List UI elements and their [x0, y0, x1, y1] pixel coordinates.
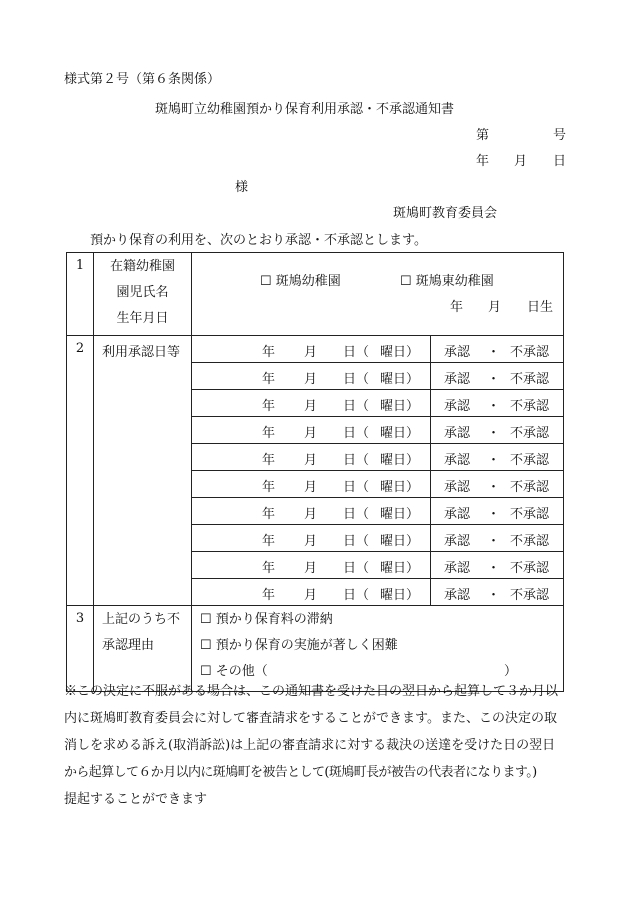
reject-option[interactable]: 不承認	[510, 480, 550, 495]
usage-day: 日（	[343, 534, 370, 549]
usage-weekday: 曜日）	[380, 345, 420, 360]
option-separator: ・	[487, 453, 501, 468]
usage-year: 年	[262, 372, 276, 387]
usage-month: 月	[304, 588, 318, 603]
usage-day: 日（	[343, 507, 370, 522]
usage-year: 年	[262, 453, 276, 468]
option-separator: ・	[487, 426, 501, 441]
usage-date-row	[192, 417, 563, 444]
usage-day: 日（	[343, 480, 370, 495]
option-separator: ・	[487, 561, 501, 576]
section-1-content	[192, 253, 564, 336]
usage-day: 日（	[343, 426, 370, 441]
usage-day: 日（	[343, 453, 370, 468]
reason-unpaid-fee[interactable]: ☐ 預かり保育料の滞納	[200, 612, 333, 627]
reason-other-close-paren: ）	[504, 664, 518, 679]
label-reason: 承認理由	[102, 638, 155, 653]
usage-weekday: 曜日）	[380, 480, 420, 495]
usage-date-row	[192, 471, 563, 498]
addressee-suffix: 様	[235, 180, 249, 195]
usage-date-row	[192, 498, 563, 525]
usage-month: 月	[304, 561, 318, 576]
usage-year: 年	[262, 345, 276, 360]
date-day: 日	[553, 154, 567, 169]
usage-dates	[192, 336, 564, 606]
form-number: 様式第２号（第６条関係）	[64, 72, 221, 87]
usage-year: 年	[262, 507, 276, 522]
date-rows	[192, 336, 563, 605]
usage-date-row	[192, 579, 563, 605]
usage-month: 月	[304, 453, 318, 468]
option-separator: ・	[487, 372, 501, 387]
approve-option[interactable]: 承認	[444, 345, 471, 360]
option-separator: ・	[487, 588, 501, 603]
notice-line: 内に斑鳩町教育委員会に対して審査請求をすることができます。また、この決定の取	[64, 711, 557, 726]
application-table	[66, 252, 564, 692]
approve-option[interactable]: 承認	[444, 453, 471, 468]
reason-difficult-operation[interactable]: ☐ 預かり保育の実施が著しく困難	[200, 638, 398, 653]
section-2-number: 2	[67, 336, 94, 606]
usage-day: 日（	[343, 345, 370, 360]
usage-date-row	[192, 390, 563, 417]
document-title: 斑鳩町立幼稚園預かり保育利用承認・不承認通知書	[155, 102, 455, 117]
section-1-number: 1	[67, 253, 94, 336]
approve-option[interactable]: 承認	[444, 426, 471, 441]
section-3-number: 3	[67, 606, 94, 692]
usage-month: 月	[304, 534, 318, 549]
reject-option[interactable]: 不承認	[510, 588, 550, 603]
section-1-row	[67, 253, 564, 336]
label-rejection: 上記のうち不	[102, 612, 181, 627]
usage-weekday: 曜日）	[380, 588, 420, 603]
usage-day: 日（	[343, 588, 370, 603]
usage-day: 日（	[343, 372, 370, 387]
usage-date-row	[192, 525, 563, 552]
approve-option[interactable]: 承認	[444, 372, 471, 387]
reject-option[interactable]: 不承認	[510, 534, 550, 549]
usage-year: 年	[262, 399, 276, 414]
birth-month: 月	[488, 300, 502, 315]
usage-year: 年	[262, 561, 276, 576]
checkbox-ikaruga-higashi-kindergarten[interactable]: ☐ 斑鳩東幼稚園	[400, 274, 494, 289]
reject-option[interactable]: 不承認	[510, 453, 550, 468]
checkbox-ikaruga-kindergarten[interactable]: ☐ 斑鳩幼稚園	[260, 274, 341, 289]
usage-month: 月	[304, 345, 318, 360]
usage-year: 年	[262, 480, 276, 495]
usage-date-row	[192, 444, 563, 471]
notice-line: から起算して６か月以内に斑鳩町を被告として(斑鳩町長が被告の代表者になります。)	[64, 765, 537, 780]
option-separator: ・	[487, 534, 501, 549]
section-1-label	[94, 253, 192, 336]
issuer: 斑鳩町教育委員会	[393, 206, 498, 221]
reject-option[interactable]: 不承認	[510, 345, 550, 360]
intro-text: 預かり保育の利用を、次のとおり承認・不承認とします。	[90, 233, 427, 248]
usage-date-row	[192, 363, 563, 390]
usage-month: 月	[304, 426, 318, 441]
usage-day: 日（	[343, 399, 370, 414]
approve-option[interactable]: 承認	[444, 561, 471, 576]
notice-line: ※この決定に不服がある場合は、この通知書を受けた日の翌日から起算して３か月以	[64, 684, 559, 699]
usage-date-row	[192, 336, 563, 363]
usage-month: 月	[304, 372, 318, 387]
approve-option[interactable]: 承認	[444, 507, 471, 522]
usage-day: 日（	[343, 561, 370, 576]
usage-year: 年	[262, 588, 276, 603]
reason-other[interactable]: ☐ その他（	[200, 664, 268, 679]
usage-month: 月	[304, 480, 318, 495]
section-2-row	[67, 336, 564, 606]
reject-option[interactable]: 不承認	[510, 507, 550, 522]
notice-line: 消しを求める訴え(取消訴訟)は上記の審査請求に対する裁決の送達を受けた日の翌日	[64, 738, 556, 753]
date-month: 月	[514, 154, 528, 169]
label-birthdate: 生年月日	[116, 311, 169, 326]
option-separator: ・	[487, 507, 501, 522]
usage-weekday: 曜日）	[380, 372, 420, 387]
usage-month: 月	[304, 507, 318, 522]
usage-weekday: 曜日）	[380, 453, 420, 468]
usage-weekday: 曜日）	[380, 507, 420, 522]
reject-option[interactable]: 不承認	[510, 399, 550, 414]
option-separator: ・	[487, 480, 501, 495]
birth-day: 日生	[527, 300, 554, 315]
option-separator: ・	[487, 345, 501, 360]
reject-option[interactable]: 不承認	[510, 426, 550, 441]
approve-option[interactable]: 承認	[444, 534, 471, 549]
approve-option[interactable]: 承認	[444, 399, 471, 414]
birth-year: 年	[450, 300, 464, 315]
label-school: 在籍幼稚園	[109, 259, 175, 274]
reject-option[interactable]: 不承認	[510, 561, 550, 576]
approve-option[interactable]: 承認	[444, 480, 471, 495]
label-child-name: 園児氏名	[116, 285, 169, 300]
usage-weekday: 曜日）	[380, 399, 420, 414]
section-2-label: 利用承認日等	[94, 336, 192, 606]
notice-line: 提起することができます	[64, 792, 208, 807]
reject-option[interactable]: 不承認	[510, 372, 550, 387]
doc-no-suffix: 号	[553, 128, 567, 143]
usage-weekday: 曜日）	[380, 561, 420, 576]
approve-option[interactable]: 承認	[444, 588, 471, 603]
doc-no-prefix: 第	[476, 128, 490, 143]
usage-year: 年	[262, 534, 276, 549]
usage-weekday: 曜日）	[380, 426, 420, 441]
usage-weekday: 曜日）	[380, 534, 420, 549]
option-separator: ・	[487, 399, 501, 414]
usage-date-row	[192, 552, 563, 579]
usage-month: 月	[304, 399, 318, 414]
date-year: 年	[476, 154, 490, 169]
appeal-notice	[64, 678, 564, 813]
usage-year: 年	[262, 426, 276, 441]
